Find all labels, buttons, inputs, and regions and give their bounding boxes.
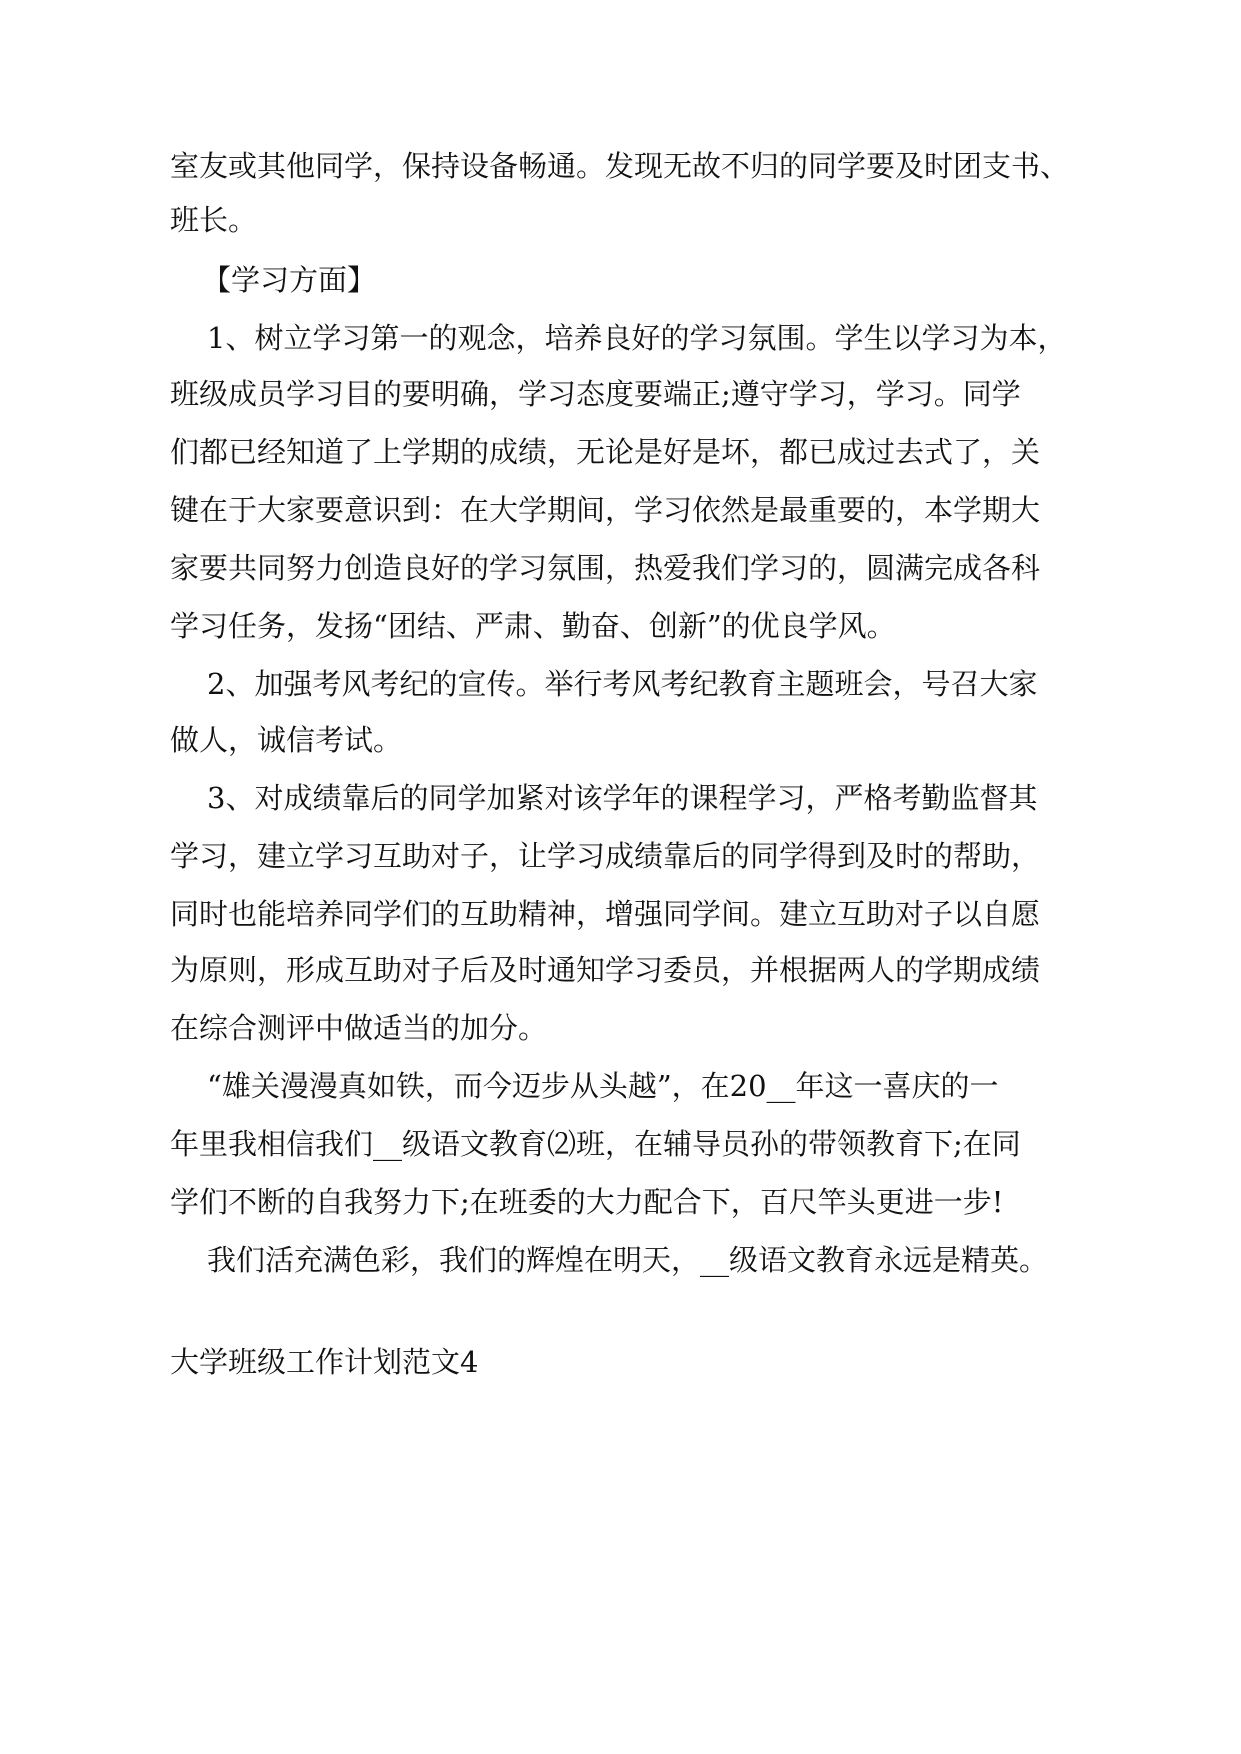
document-subtitle xyxy=(0,1342,1241,1382)
text-line-content: 班级成员学习目的要明确，学习态度要端正;遵守学习，学习。同学 xyxy=(170,377,1021,411)
text-line-content: 班长。 xyxy=(170,203,258,237)
text-line xyxy=(0,432,1241,472)
text-line-content: 2、加强考风考纪的宣传。举行考风考纪教育主题班会，号召大家 xyxy=(207,667,1038,701)
text-line-content: 1、树立学习第一的观念，培养良好的学习氛围。学生以学习为本， xyxy=(207,321,1067,355)
text-line xyxy=(0,1066,1241,1106)
text-line xyxy=(0,606,1241,646)
text-line xyxy=(0,548,1241,588)
text-line-content: 键在于大家要意识到：在大学期间，学习依然是最重要的，本学期大 xyxy=(170,493,1041,527)
text-line-content: 做人，诚信考试。 xyxy=(170,723,403,757)
text-line xyxy=(0,720,1241,760)
text-line-content: 学习，建立学习互助对子，让学习成绩靠后的同学得到及时的帮助， xyxy=(170,839,1041,873)
text-line-content: “雄关漫漫真如铁，而今迈步从头越”，在20__年这一喜庆的一 xyxy=(207,1069,999,1103)
text-line-content: 学们不断的自我努力下;在班委的大力配合下，百尺竿头更进一步! xyxy=(170,1185,1004,1219)
text-line xyxy=(0,1008,1241,1048)
text-line xyxy=(0,1240,1241,1280)
text-line xyxy=(0,374,1241,414)
text-line xyxy=(0,778,1241,818)
text-line xyxy=(0,146,1241,186)
text-line-content: 为原则，形成互助对子后及时通知学习委员，并根据两人的学期成绩 xyxy=(170,953,1041,987)
text-line xyxy=(0,664,1241,704)
text-line xyxy=(0,1182,1241,1222)
document-subtitle-text: 大学班级工作计划范文4 xyxy=(170,1345,479,1379)
section-heading-text: 【学习方面】 xyxy=(202,263,377,297)
text-line xyxy=(0,318,1241,358)
text-line-content: 我们活充满色彩，我们的辉煌在明天，__级语文教育永远是精英。 xyxy=(207,1243,1049,1277)
text-line xyxy=(0,894,1241,934)
text-line-content: 年里我相信我们__级语文教育⑵班，在辅导员孙的带领教育下;在同 xyxy=(170,1127,1021,1161)
text-line-content: 室友或其他同学，保持设备畅通。发现无故不归的同学要及时团支书、 xyxy=(170,149,1070,183)
text-line xyxy=(0,836,1241,876)
text-line xyxy=(0,1124,1241,1164)
text-line xyxy=(0,490,1241,530)
text-line-content: 家要共同努力创造良好的学习氛围，热爱我们学习的，圆满完成各科 xyxy=(170,551,1041,585)
text-line-content: 在综合测评中做适当的加分。 xyxy=(170,1011,548,1045)
section-heading xyxy=(0,260,1241,300)
text-line xyxy=(0,950,1241,990)
text-line xyxy=(0,200,1241,240)
text-line-content: 同时也能培养同学们的互助精神，增强同学间。建立互助对子以自愿 xyxy=(170,897,1041,931)
text-line-content: 学习任务，发扬“团结、严肃、勤奋、创新”的优良学风。 xyxy=(170,609,896,643)
text-line-content: 们都已经知道了上学期的成绩，无论是好是坏，都已成过去式了，关 xyxy=(170,435,1041,469)
text-line-content: 3、对成绩靠后的同学加紧对该学年的课程学习，严格考勤监督其 xyxy=(207,781,1038,815)
